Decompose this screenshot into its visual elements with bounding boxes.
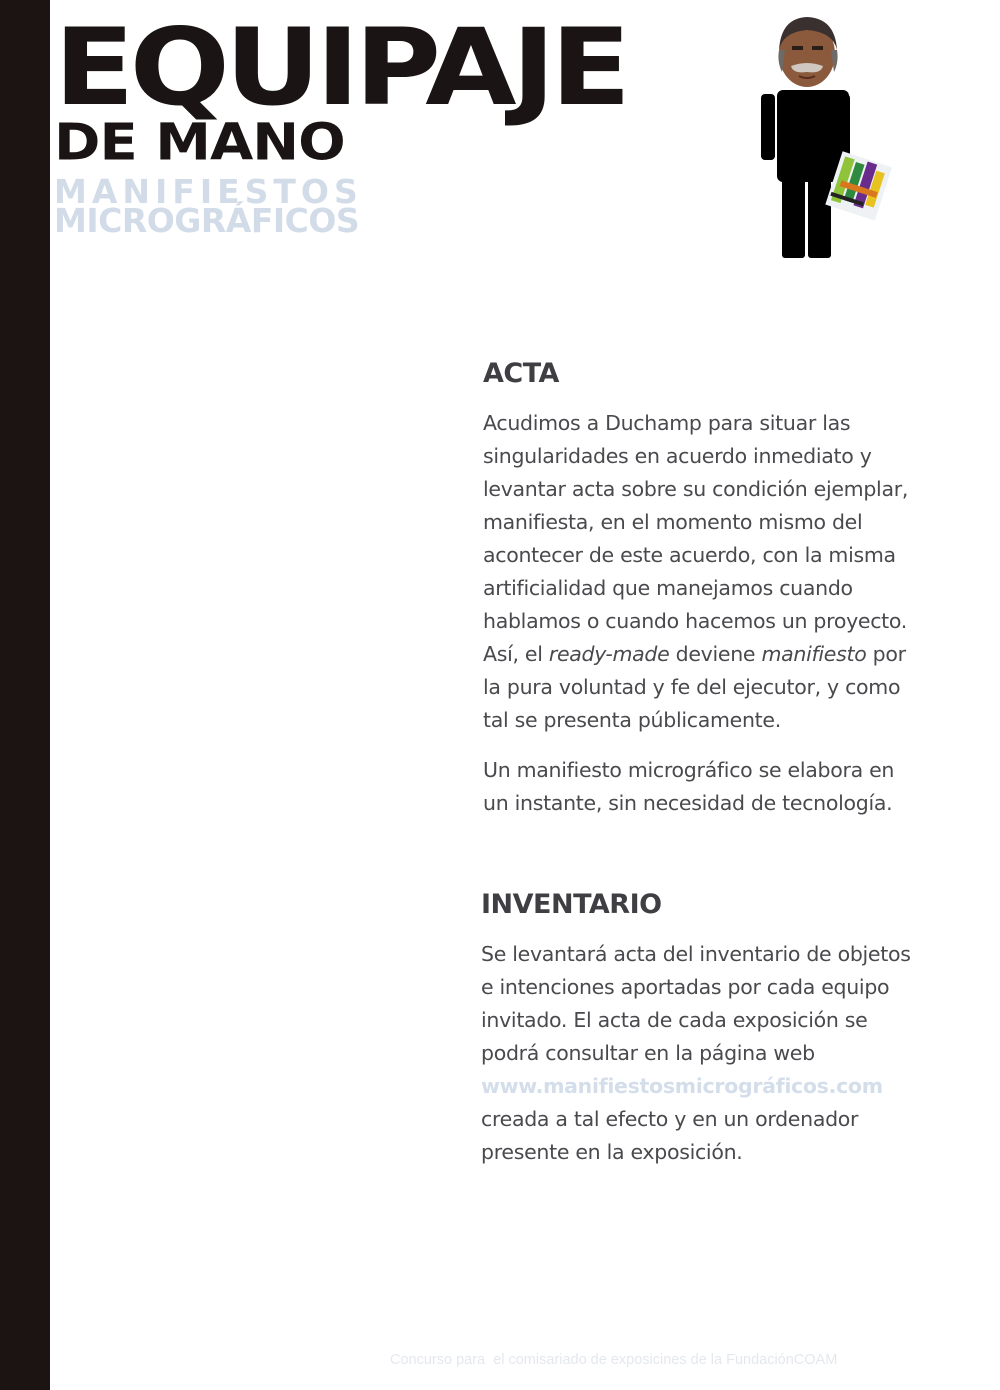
acta-paragraph-1 [483,407,913,737]
acta-paragraph-2: Un manifiesto micrográfico se elabora en un instante, sin necesidad de tecnología. [483,758,895,815]
website-link[interactable]: www.manifiestosmicrográficos.com [481,1074,883,1098]
series-title-line1: MANIFIESTOS [54,172,363,211]
acta-heading: ACTA [483,358,559,389]
acta-text-2: deviene [669,642,762,666]
inventario-paragraph [481,938,911,1169]
inventario-heading: INVENTARIO [481,889,662,920]
inventario-section [481,891,911,1169]
inventario-text-2: creada a tal efecto y en un ordenador presente en la exposición. [481,1107,859,1164]
inventario-text-1: Se levantará acta del inventario de objetos e intenciones aportadas por cada equipo invitado. El acta de cada exposición se podrá consultar en la página web [481,942,911,1065]
acta-text-3: por la pura voluntad y fe del ejecutor, y como tal se presenta públicamente. [483,642,906,732]
acta-text-1: Acudimos a Duchamp para situar las singularidades en acuerdo inmediato y levantar acta sobre su condición ejemplar, manifiesta, en el momento mismo del acontecer de este acuerdo, con la misma artificialidad que manejamos cuando hablamos o cuando hacemos un proyecto. Así, el [483,411,909,666]
footer-note: Concurso para el comisariado de exposicines de la FundaciónCOAM [390,1352,838,1368]
acta-emphasis-ready-made: ready-made [548,642,670,666]
page-subtitle: DE MANO [54,113,345,172]
acta-emphasis-manifiesto: manifiesto [761,642,867,666]
pictogram-man-with-bag-illustration [755,10,895,265]
portrait-head [778,17,837,87]
acta-section [483,360,913,820]
page-title: EQUIPAJE [54,5,627,130]
left-sidebar-stripe [0,0,50,1390]
series-title-line2: MICROGRÁFICOS [54,201,360,240]
